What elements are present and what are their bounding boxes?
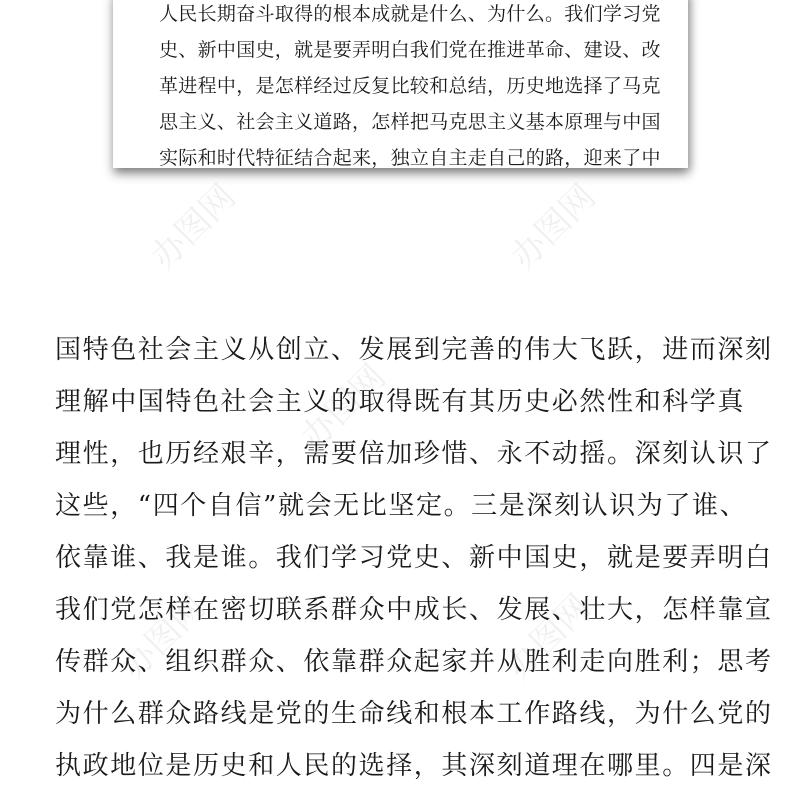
quote-line: 实际和时代特征结合起来，独立自主走自己的路，迎来了中 — [159, 147, 661, 168]
body-line: 依靠谁、我是谁。我们学习党史、新中国史，就是要弄明白 — [55, 543, 773, 573]
quote-line: 革进程中，是怎样经过反复比较和总结，历史地选择了马克 — [159, 75, 661, 97]
body-line: 执政地位是历史和人民的选择，其深刻道理在哪里。四是深 — [55, 751, 773, 781]
watermark: 办图网 — [503, 176, 604, 278]
body-line: 这些，“四个自信”就会无比坚定。三是深刻认识为了谁、 — [55, 491, 748, 521]
body-line: 传群众、组织群众、依靠群众起家并从胜利走向胜利；思考 — [55, 647, 773, 677]
quote-line: 人民长期奋斗取得的根本成就是什么、为什么。我们学习党 — [159, 3, 661, 25]
watermark: 办图网 — [143, 176, 244, 278]
body-line: 理解中国特色社会主义的取得既有其历史必然性和科学真 — [55, 387, 746, 417]
body-line: 理性，也历经艰辛，需要倍加珍惜、永不动摇。深刻认识了 — [55, 439, 773, 469]
watermark: 办图网 — [293, 356, 394, 458]
watermark: 办图网 — [498, 586, 599, 688]
quote-line: 史、新中国史，就是要弄明白我们党在推进革命、建设、改 — [159, 39, 661, 61]
body-line: 国特色社会主义从创立、发展到完善的伟大飞跃，进而深刻 — [55, 335, 773, 365]
quote-card-text — [159, 0, 659, 168]
quote-card — [113, 0, 688, 168]
watermark: 办图网 — [113, 586, 214, 688]
body-line: 我们党怎样在密切联系群众中成长、发展、壮大，怎样靠宣 — [55, 595, 773, 625]
body-line: 为什么群众路线是党的生命线和根本工作路线，为什么党的 — [55, 699, 773, 729]
quote-line: 思主义、社会主义道路，怎样把马克思主义基本原理与中国 — [159, 111, 661, 133]
document-body — [55, 324, 773, 792]
